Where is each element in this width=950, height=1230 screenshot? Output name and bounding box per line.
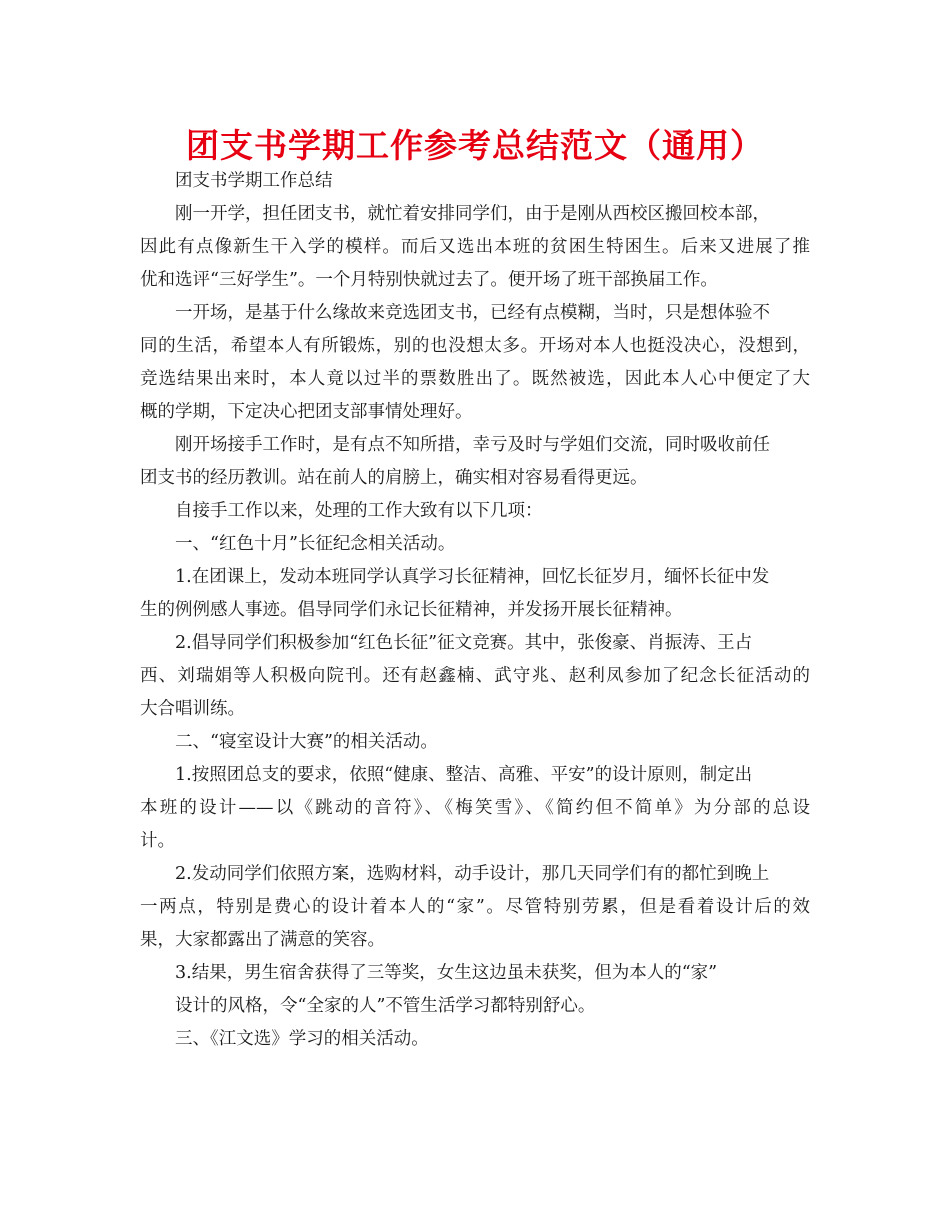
paragraph-line: 概的学期，下定决心把团支部事情处理好。 bbox=[140, 402, 473, 422]
list-item-line: 2.发动同学们依照方案，选购材料，动手设计，那几天同学们有的都忙到晚上 bbox=[175, 864, 770, 884]
paragraph-line: 团支书的经历教训。站在前人的肩膀上，确实相对容易看得更远。 bbox=[140, 468, 648, 488]
paragraph-line: 自接手工作以来，处理的工作大致有以下几项： bbox=[175, 501, 543, 521]
section-heading: 三、《江文选》学习的相关活动。 bbox=[175, 1029, 429, 1049]
paragraph-line: 刚开场接手工作时，是有点不知所措，幸亏及时与学姐们交流，同时吸收前任 bbox=[175, 435, 770, 455]
list-item-line: 设计的风格，令“全家的人”不管生活学习都特别舒心。 bbox=[175, 996, 596, 1016]
paragraph-line: 一开场，是基于什么缘故来竞选团支书，已经有点模糊，当时，只是想体验不 bbox=[175, 303, 770, 323]
list-item-line: 大合唱训练。 bbox=[140, 699, 245, 719]
list-item-line: 西、刘瑞娟等人积极向院刊。还有赵鑫楠、武守兆、赵利凤参加了纪念长征活动的 bbox=[140, 666, 810, 686]
section-heading: 二、“寝室设计大赛”的相关活动。 bbox=[175, 732, 438, 752]
list-item-line: 生的例例感人事迹。倡导同学们永记长征精神，并发扬开展长征精神。 bbox=[140, 600, 683, 620]
list-item-line: 1.按照团总支的要求，依照“健康、整洁、高雅、平安”的设计原则，制定出 bbox=[175, 765, 753, 785]
document-body bbox=[140, 165, 820, 1056]
section-heading: 一、“红色十月”长征纪念相关活动。 bbox=[175, 534, 456, 554]
paragraph-line: 竞选结果出来时，本人竟以过半的票数胜出了。既然被选，因此本人心中便定了大 bbox=[140, 369, 810, 389]
list-item-line: 本班的设计——以《跳动的音符》、《梅笑雪》、《简约但不简单》为分部的总设 bbox=[140, 798, 810, 818]
paragraph-line: 刚一开学，担任团支书，就忙着安排同学们，由于是刚从西校区搬回校本部， bbox=[175, 204, 770, 224]
list-item-line: 1.在团课上，发动本班同学认真学习长征精神，回忆长征岁月，缅怀长征中发 bbox=[175, 567, 770, 587]
paragraph-line: 同的生活，希望本人有所锻炼，别的也没想太多。开场对本人也挺没决心，没想到， bbox=[140, 336, 810, 356]
paragraph-line: 因此有点像新生干入学的模样。而后又选出本班的贫困生特困生。后来又进展了推 bbox=[140, 237, 810, 257]
list-item-line: 果，大家都露出了满意的笑容。 bbox=[140, 930, 385, 950]
document-title: 团支书学期工作参考总结范文（通用） bbox=[186, 126, 764, 165]
list-item-line: 计。 bbox=[140, 831, 175, 851]
paragraph-line: 优和选评“三好学生”。一个月特别快就过去了。便开场了班干部换届工作。 bbox=[140, 270, 718, 290]
list-item-line: 2.倡导同学们积极参加“红色长征”征文竞赛。其中，张俊豪、肖振涛、王占 bbox=[175, 633, 753, 653]
list-item-line: 3.结果，男生宿舍获得了三等奖，女生这边虽未获奖，但为本人的“家” bbox=[175, 963, 718, 983]
section-heading: 团支书学期工作总结 bbox=[175, 171, 333, 191]
list-item-line: 一两点，特别是费心的设计着本人的“家”。尽管特别劳累，但是看着设计后的效 bbox=[140, 897, 810, 917]
